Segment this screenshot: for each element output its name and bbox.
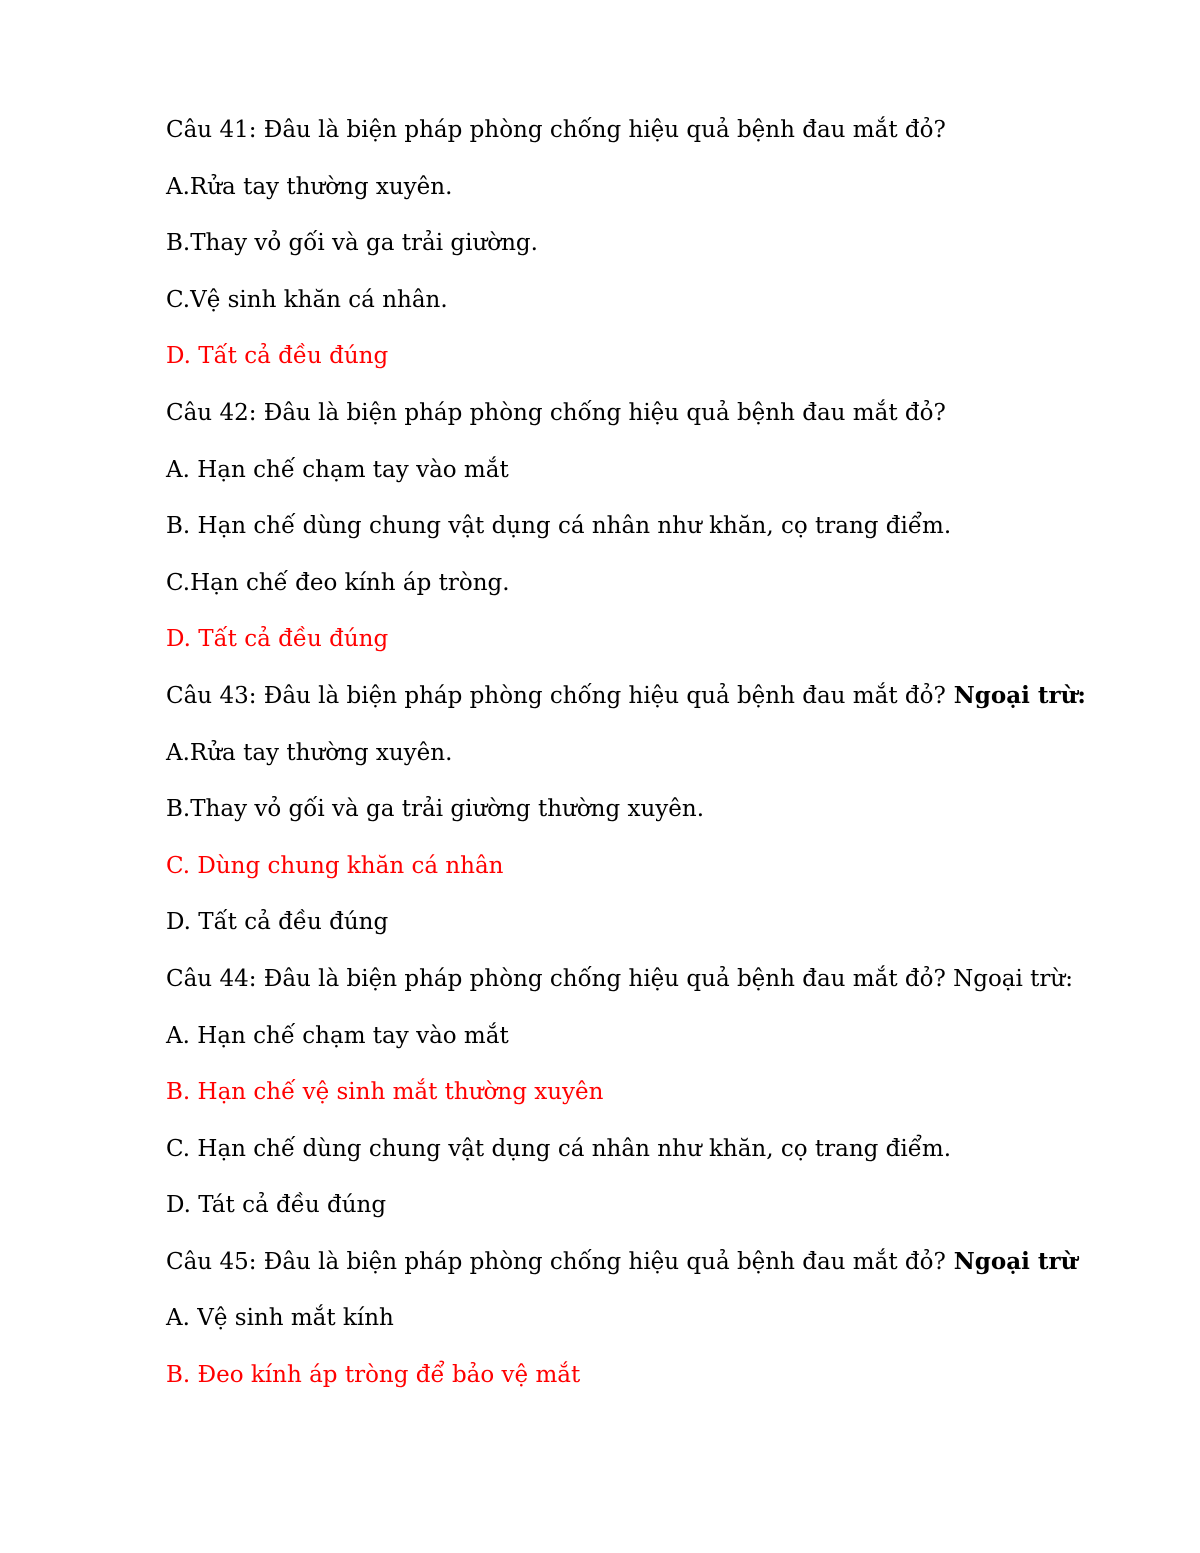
option-41-d-correct: D. Tất cả đều đúng <box>166 343 389 370</box>
option-42-b: B. Hạn chế dùng chung vật dụng cá nhân như khăn, cọ trang điểm. <box>166 513 952 540</box>
question-stem: : Đâu là biện pháp phòng chống hiệu quả bệnh đau mắt đỏ? <box>248 965 946 992</box>
option-44-d: D. Tát cả đều đúng <box>166 1192 387 1219</box>
question-exception-label: Ngoại trừ: <box>945 965 1073 992</box>
question-45 <box>166 1240 1166 1297</box>
question-number: 43 <box>219 682 249 709</box>
option-42-a: A. Hạn chế chạm tay vào mắt <box>166 456 509 483</box>
option-41-b: B.Thay vỏ gối và ga trải giường. <box>166 230 538 257</box>
option-42-d-correct: D. Tất cả đều đúng <box>166 626 389 653</box>
document-page <box>166 108 1166 1410</box>
question-exception-label: Ngoại trừ <box>945 1247 1078 1275</box>
option-45-a: A. Vệ sinh mắt kính <box>166 1305 394 1332</box>
option-44-a: A. Hạn chế chạm tay vào mắt <box>166 1022 509 1049</box>
option-43-b: B.Thay vỏ gối và ga trải giường thường xuyên. <box>166 796 705 823</box>
question-number: 41 <box>219 117 249 143</box>
question-number: 44 <box>219 965 249 992</box>
question-prefix: Câu <box>166 399 213 426</box>
question-prefix: Câu <box>166 117 213 143</box>
option-41-a: A.Rửa tay thường xuyên. <box>166 173 453 200</box>
question-stem: : Đâu là biện pháp phòng chống hiệu quả bệnh đau mắt đỏ? <box>248 682 946 709</box>
option-43-d: D. Tất cả đều đúng <box>166 909 389 936</box>
question-stem: : Đâu là biện pháp phòng chống hiệu quả bệnh đau mắt đỏ? <box>248 117 946 143</box>
option-44-b-correct: B. Hạn chế vệ sinh mắt thường xuyên <box>166 1079 604 1106</box>
option-43-a: A.Rửa tay thường xuyên. <box>166 739 453 766</box>
question-stem: : Đâu là biện pháp phòng chống hiệu quả bệnh đau mắt đỏ? <box>248 1248 946 1275</box>
option-41-c: C.Vệ sinh khăn cá nhân. <box>166 286 448 313</box>
option-44-c: C. Hạn chế dùng chung vật dụng cá nhân như khăn, cọ trang điểm. <box>166 1135 952 1162</box>
option-43-c-correct: C. Dùng chung khăn cá nhân <box>166 852 504 879</box>
option-45-b-correct: B. Đeo kính áp tròng để bảo vệ mắt <box>166 1362 581 1389</box>
question-44 <box>166 957 1166 1014</box>
question-41 <box>166 108 1166 165</box>
question-prefix: Câu <box>166 1248 213 1275</box>
option-42-c: C.Hạn chế đeo kính áp tròng. <box>166 569 510 596</box>
question-exception-label: Ngoại trừ: <box>945 681 1086 709</box>
question-prefix: Câu <box>166 965 213 992</box>
question-stem: : Đâu là biện pháp phòng chống hiệu quả bệnh đau mắt đỏ? <box>248 399 946 426</box>
question-43 <box>166 674 1166 731</box>
question-prefix: Câu <box>166 682 213 709</box>
question-42 <box>166 391 1166 448</box>
question-number: 42 <box>219 399 249 426</box>
question-number: 45 <box>219 1248 249 1275</box>
